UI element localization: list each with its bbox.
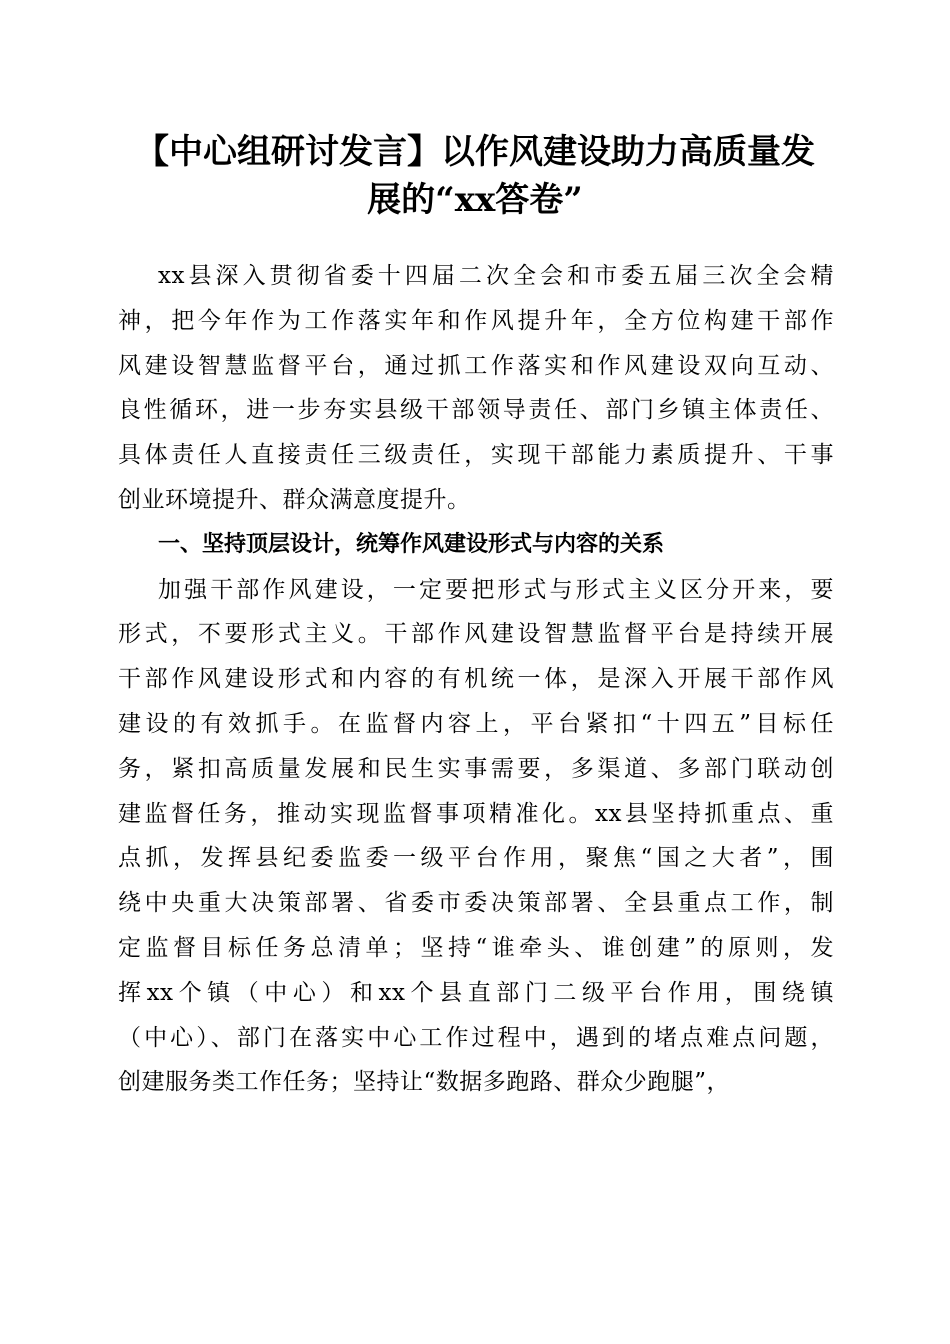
paragraph-line: （中心）、部门在落实中心工作过程中，遇到的堵点难点问题， <box>118 1024 834 1051</box>
paragraph-line: 加强干部作风建设，一定要把形式与形式主义区分开来，要 <box>158 576 834 603</box>
paragraph-line: 创建服务类工作任务；坚持让“数据多跑路、群众少跑腿”， <box>118 1069 731 1096</box>
section-heading-1: 一、坚持顶层设计，统筹作风建设形式与内容的关系 <box>158 531 665 557</box>
paragraph-line: 点抓，发挥县纪委监委一级平台作用，聚焦“国之大者”，围 <box>118 845 834 872</box>
document-body <box>118 254 834 1105</box>
paragraph-line: 务，紧扣高质量发展和民生实事需要，多渠道、多部门联动创 <box>118 755 834 782</box>
title-line-2: 展的“xx答卷” <box>367 180 583 220</box>
paragraph-line: 定监督目标任务总清单；坚持“谁牵头、谁创建”的原则，发 <box>118 934 834 961</box>
paragraph-section-1 <box>118 568 834 1106</box>
paragraph-line: 建监督任务，推动实现监督事项精准化。xx县坚持抓重点、重 <box>118 800 834 827</box>
paragraph-line: 良性循环，进一步夯实县级干部领导责任、部门乡镇主体责任、 <box>118 397 834 424</box>
paragraph-line: 挥xx个镇（中心）和xx个县直部门二级平台作用，围绕镇 <box>118 979 834 1006</box>
paragraph-line: 神，把今年作为工作落实年和作风提升年，全方位构建干部作 <box>118 307 834 334</box>
paragraph-line: 具体责任人直接责任三级责任，实现干部能力素质提升、干事 <box>118 442 834 469</box>
title-line-1: 【中心组研讨发言】以作风建设助力高质量发 <box>135 132 815 172</box>
paragraph-intro <box>118 254 834 523</box>
paragraph-line: 绕中央重大决策部署、省委市委决策部署、全县重点工作，制 <box>118 890 834 917</box>
paragraph-line: 风建设智慧监督平台，通过抓工作落实和作风建设双向互动、 <box>118 352 834 379</box>
paragraph-line: xx县深入贯彻省委十四届二次全会和市委五届三次全会精 <box>158 263 834 289</box>
paragraph-line: 创业环境提升、群众满意度提升。 <box>118 486 471 513</box>
paragraph-line: 建设的有效抓手。在监督内容上，平台紧扣“十四五”目标任 <box>118 710 834 737</box>
paragraph-line: 形式，不要形式主义。干部作风建设智慧监督平台是持续开展 <box>118 621 834 648</box>
paragraph-line: 干部作风建设形式和内容的有机统一体，是深入开展干部作风 <box>118 666 834 693</box>
document-title <box>118 128 832 224</box>
